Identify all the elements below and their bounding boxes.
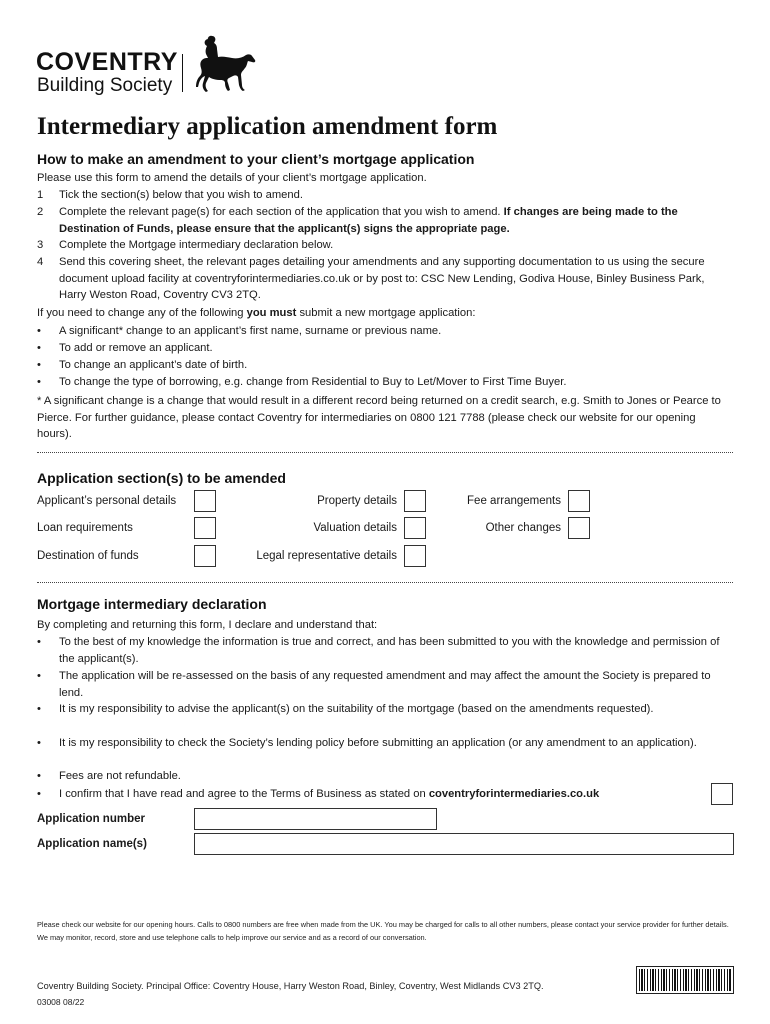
step-text: Complete the Mortgage intermediary declaration below. [59,239,334,251]
section-label: Fee arrangements [467,495,561,507]
other-changes-checkbox[interactable] [568,517,590,539]
legal-representative-checkbox[interactable] [404,545,426,567]
new-app-item: • A significant* change to an applicant’s first name, surname or previous name. [37,325,442,337]
declaration-item: • It is my responsibility to advise the applicant(s) on the suitability of the mortgage (based on the amendments requested). [37,703,654,715]
property-details-checkbox[interactable] [404,490,426,512]
small-print: Please check our website for our opening hours. Calls to 0800 numbers are free when made from the UK. You may be charged for calls to all other numbers, please contact your service provider for further details. We may monitor, record, store and use telephone calls to help improve our service and as a record of our conversation. [37,920,729,942]
confirm-text: I confirm that I have read and agree to the Terms of Business as stated on [59,788,426,800]
section-divider [37,582,733,583]
step-text: Complete the relevant page(s) for each section of the application that you wish to amend. [59,206,501,218]
section-divider [37,452,733,453]
horse-rider-logo-icon [188,34,258,98]
application-number-label: Application number [37,813,145,825]
section-label: Destination of funds [37,550,139,562]
section-label: Applicant’s personal details [37,495,177,507]
barcode [636,966,734,994]
step-text: Tick the section(s) below that you wish to amend. [59,189,303,201]
how-to-intro: Please use this form to amend the details of your client’s mortgage application. [37,172,427,184]
step-number: 2 [37,206,44,218]
declaration-item: • It is my responsibility to check the Society’s lending policy before submitting an application (or any amendment to an application). [37,737,697,749]
section-label: Other changes [485,522,561,534]
step-number: 1 [37,189,44,201]
brand-name: COVENTRY [36,48,178,76]
declaration-item: • To the best of my knowledge the information is true and correct, and has been submitted to you with the knowledge and permission of the applicant(s). [37,636,720,665]
applicant-details-checkbox[interactable] [194,490,216,512]
how-to-heading: How to make an amendment to your client’s mortgage application [37,151,475,167]
step-number: 3 [37,239,44,251]
loan-requirements-checkbox[interactable] [194,517,216,539]
section-label: Valuation details [313,522,397,534]
new-app-item: • To change an applicant’s date of birth. [37,359,248,371]
step-4 [37,254,727,304]
logo-divider [182,54,183,92]
destination-of-funds-checkbox[interactable] [194,545,216,567]
footnote: * A significant change is a change that would result in a different record being returned on a credit search, e.g. Smith to Jones or Pearce to Pierce. For further guidance, please contact Coventry for intermediaries on 0800 121 7788 (please check our website for our opening hours). [37,395,721,440]
application-name-label: Application name(s) [37,838,147,850]
new-application-intro: If you need to change any of the following you must submit a new mortgage application: [37,307,476,319]
footer-code: 03008 08/22 [37,997,85,1007]
step-2 [37,204,727,237]
declaration-item: • I confirm that I have read and agree to the Terms of Business as stated on coventryforintermediaries.co.uk [37,788,600,800]
step-1 [37,187,727,204]
fee-arrangements-checkbox[interactable] [568,490,590,512]
terms-link[interactable]: coventryforintermediaries.co.uk [428,788,600,800]
valuation-details-checkbox[interactable] [404,517,426,539]
footer-office: Coventry Building Society. Principal Office: Coventry House, Harry Weston Road, Binley, Coventry, West Midlands CV3 2TQ. [37,981,544,991]
declaration-heading: Mortgage intermediary declaration [37,596,267,612]
step-number: 4 [37,256,44,268]
brand-subtitle: Building Society [37,75,173,96]
sections-heading: Application section(s) to be amended [37,470,286,486]
step-3 [37,237,727,254]
new-app-item: • To add or remove an applicant. [37,342,213,354]
declaration-item: • Fees are not refundable. [37,770,181,782]
step-text: Send this covering sheet, the relevant pages detailing your amendments and any supporting documentation to us using the secure document upload facility at coventryforintermediaries.co.uk or by post to: CSC New Lending, Godiva House, Binley Business Park, Harry Weston Road, Coventry CV3 2TQ. [59,256,705,301]
step-bold-text: If changes are being made to the Destination of Funds, please ensure that the applicant(s) signs the appropriate page. [59,206,678,235]
declaration-item: • The application will be re-assessed on the basis of any requested amendment and may affect the amount the Society is prepared to lend. [37,670,711,699]
section-label: Loan requirements [37,522,133,534]
page-title: Intermediary application amendment form [37,113,498,140]
declaration-intro: By completing and returning this form, I declare and understand that: [37,619,378,631]
section-label: Property details [317,495,397,507]
new-app-item: • To change the type of borrowing, e.g. change from Residential to Buy to Let/Mover to First Time Buyer. [37,376,567,388]
section-label: Legal representative details [256,550,397,562]
confirm-terms-checkbox[interactable] [711,783,733,805]
application-name-field[interactable] [194,833,734,855]
application-number-field[interactable] [194,808,437,830]
